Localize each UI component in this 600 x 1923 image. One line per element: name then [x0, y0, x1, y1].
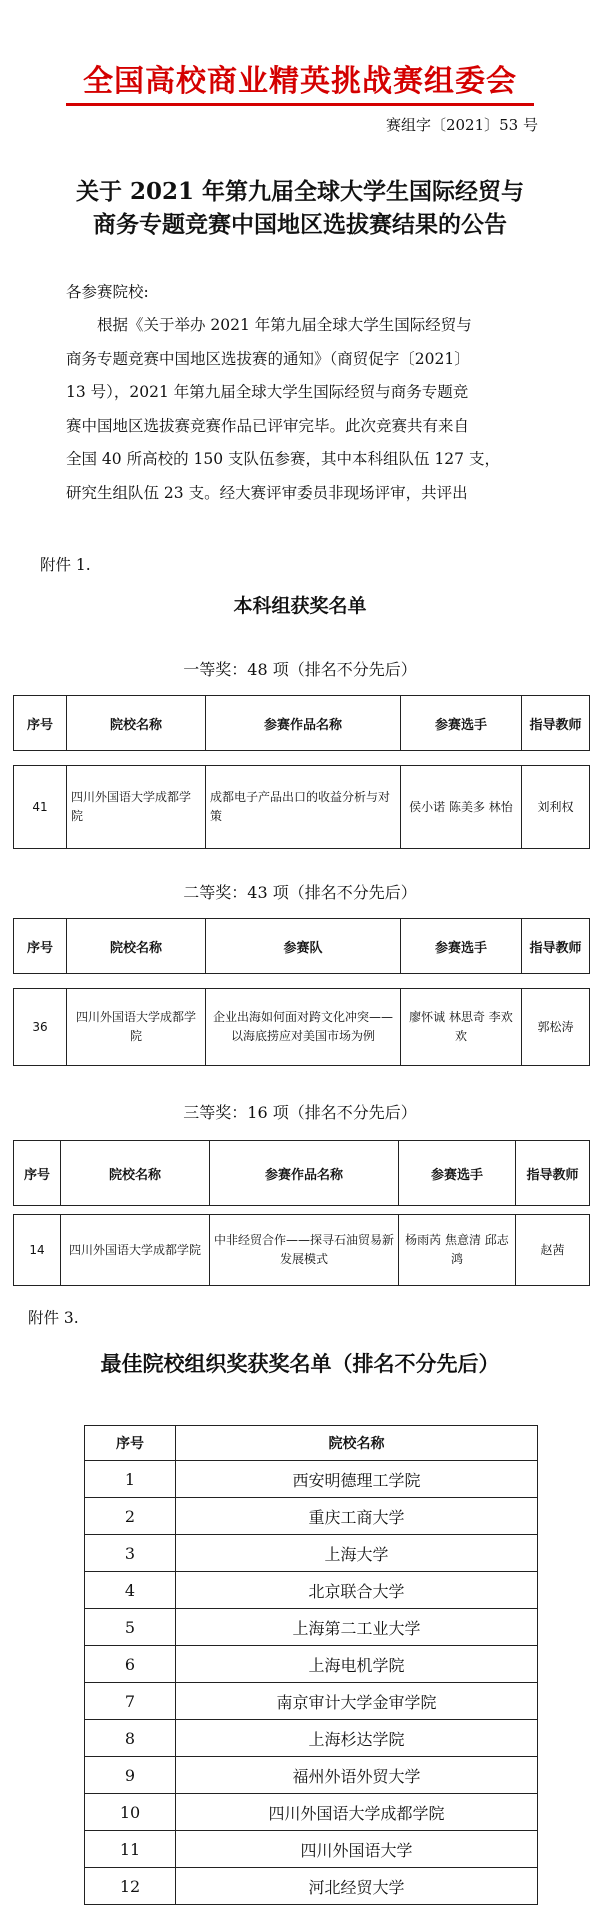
cell-school: 四川外国语大学成都学院 [61, 1215, 210, 1286]
cell-school: 上海电机学院 [176, 1646, 538, 1683]
cell-index: 11 [85, 1831, 176, 1868]
cell-work: 成都电子产品出口的收益分析与对策 [206, 766, 401, 849]
cell-index: 10 [85, 1794, 176, 1831]
cell-players: 杨雨芮 焦意清 邱志鸿 [399, 1215, 516, 1286]
document-number: 赛组字〔2021〕53 号 [385, 116, 538, 134]
notice-title-line-2: 商务专题竞赛中国地区选拔赛结果的公告 [93, 211, 507, 238]
cell-school: 上海第二工业大学 [176, 1609, 538, 1646]
cell-school: 四川外国语大学 [176, 1831, 538, 1868]
cell-school: 四川外国语大学成都学院 [67, 766, 206, 849]
cell-players: 廖怀诚 林思奇 李欢欢 [401, 989, 522, 1066]
cell-index: 8 [85, 1720, 176, 1757]
table-row [14, 1215, 590, 1286]
col-school: 院校名称 [61, 1141, 210, 1206]
col-team: 参赛队 [206, 919, 401, 974]
first-prize-header-table [13, 695, 590, 751]
table-row [85, 1461, 538, 1498]
cell-index: 5 [85, 1609, 176, 1646]
table-row [85, 1720, 538, 1757]
annex-3-heading: 最佳院校组织奖获奖名单（排名不分先后） [100, 1351, 500, 1376]
third-prize-header-table [13, 1140, 590, 1206]
col-teacher: 指导教师 [522, 919, 590, 974]
col-players: 参赛选手 [399, 1141, 516, 1206]
body-line: 根据《关于举办 2021 年第九届全球大学生国际经贸与 [97, 316, 472, 334]
table-row [85, 1646, 538, 1683]
col-work: 参赛作品名称 [210, 1141, 399, 1206]
cell-teacher: 郭松涛 [522, 989, 590, 1066]
table-row [85, 1609, 538, 1646]
col-teacher: 指导教师 [522, 696, 590, 751]
cell-school: 上海大学 [176, 1535, 538, 1572]
salutation: 各参赛院校: [66, 283, 149, 301]
cell-index: 7 [85, 1683, 176, 1720]
cell-school: 河北经贸大学 [176, 1868, 538, 1905]
cell-school: 福州外语外贸大学 [176, 1757, 538, 1794]
table-row [85, 1757, 538, 1794]
cell-index: 3 [85, 1535, 176, 1572]
col-players: 参赛选手 [401, 919, 522, 974]
body-line: 13 号），2021 年第九届全球大学生国际经贸与商务专题竞 [66, 383, 469, 401]
cell-index: 41 [14, 766, 67, 849]
annex-3-label: 附件 3. [28, 1309, 79, 1327]
organization-award-table [84, 1425, 538, 1905]
cell-index: 36 [14, 989, 67, 1066]
notice-title [0, 175, 600, 241]
table-row [85, 1868, 538, 1905]
body-line: 全国 40 所高校的 150 支队伍参赛，其中本科组队伍 127 支， [66, 450, 500, 468]
col-index: 序号 [14, 1141, 61, 1206]
col-school: 院校名称 [67, 919, 206, 974]
cell-index: 9 [85, 1757, 176, 1794]
table-row [85, 1683, 538, 1720]
table-row [14, 989, 590, 1066]
col-work: 参赛作品名称 [206, 696, 401, 751]
cell-school: 西安明德理工学院 [176, 1461, 538, 1498]
cell-index: 2 [85, 1498, 176, 1535]
cell-school: 北京联合大学 [176, 1572, 538, 1609]
col-index: 序号 [14, 919, 67, 974]
third-prize-row-table [13, 1214, 590, 1286]
cell-index: 4 [85, 1572, 176, 1609]
letterhead-red-rule [66, 103, 534, 106]
body-paragraph [66, 309, 536, 510]
table-row [85, 1535, 538, 1572]
col-school: 院校名称 [176, 1426, 538, 1461]
body-line: 研究生组队伍 23 支。经大赛评审委员非现场评审，共评出 [66, 483, 468, 502]
second-prize-header-table [13, 918, 590, 974]
first-prize-row-table [13, 765, 590, 849]
cell-school: 上海杉达学院 [176, 1720, 538, 1757]
table-row [85, 1498, 538, 1535]
second-prize-row-table [13, 988, 590, 1066]
notice-title-line-1: 关于 2021 年第九届全球大学生国际经贸与 [75, 178, 525, 205]
cell-index: 14 [14, 1215, 61, 1286]
annex-1-label: 附件 1. [40, 556, 91, 574]
cell-work: 中非经贸合作——探寻石油贸易新发展模式 [210, 1215, 399, 1286]
cell-index: 6 [85, 1646, 176, 1683]
cell-teacher: 赵茜 [516, 1215, 590, 1286]
cell-school: 南京审计大学金审学院 [176, 1683, 538, 1720]
cell-school: 四川外国语大学成都学院 [176, 1794, 538, 1831]
col-teacher: 指导教师 [516, 1141, 590, 1206]
cell-school: 重庆工商大学 [176, 1498, 538, 1535]
cell-school: 四川外国语大学成都学院 [67, 989, 206, 1066]
annex-1-heading: 本科组获奖名单 [233, 595, 367, 617]
col-index: 序号 [85, 1426, 176, 1461]
cell-index: 1 [85, 1461, 176, 1498]
table-row [85, 1831, 538, 1868]
third-prize-title: 三等奖：16 项（排名不分先后） [183, 1103, 417, 1122]
cell-index: 12 [85, 1868, 176, 1905]
first-prize-title: 一等奖：48 项（排名不分先后） [183, 660, 417, 679]
table-header-row [85, 1426, 538, 1461]
body-line: 赛中国地区选拔赛竞赛作品已评审完毕。此次竞赛共有来自 [66, 416, 470, 435]
col-index: 序号 [14, 696, 67, 751]
body-line: 商务专题竞赛中国地区选拔赛的通知》（商贸促字〔2021〕 [66, 349, 470, 368]
cell-teacher: 刘利权 [522, 766, 590, 849]
table-row [14, 766, 590, 849]
col-school: 院校名称 [67, 696, 206, 751]
col-players: 参赛选手 [401, 696, 522, 751]
cell-players: 侯小诺 陈美多 林怡 [401, 766, 522, 849]
table-row [85, 1794, 538, 1831]
second-prize-title: 二等奖：43 项（排名不分先后） [183, 883, 417, 902]
cell-work: 企业出海如何面对跨文化冲突——以海底捞应对美国市场为例 [206, 989, 401, 1066]
table-row [85, 1572, 538, 1609]
letterhead-title: 全国高校商业精英挑战赛组委会 [83, 64, 517, 99]
